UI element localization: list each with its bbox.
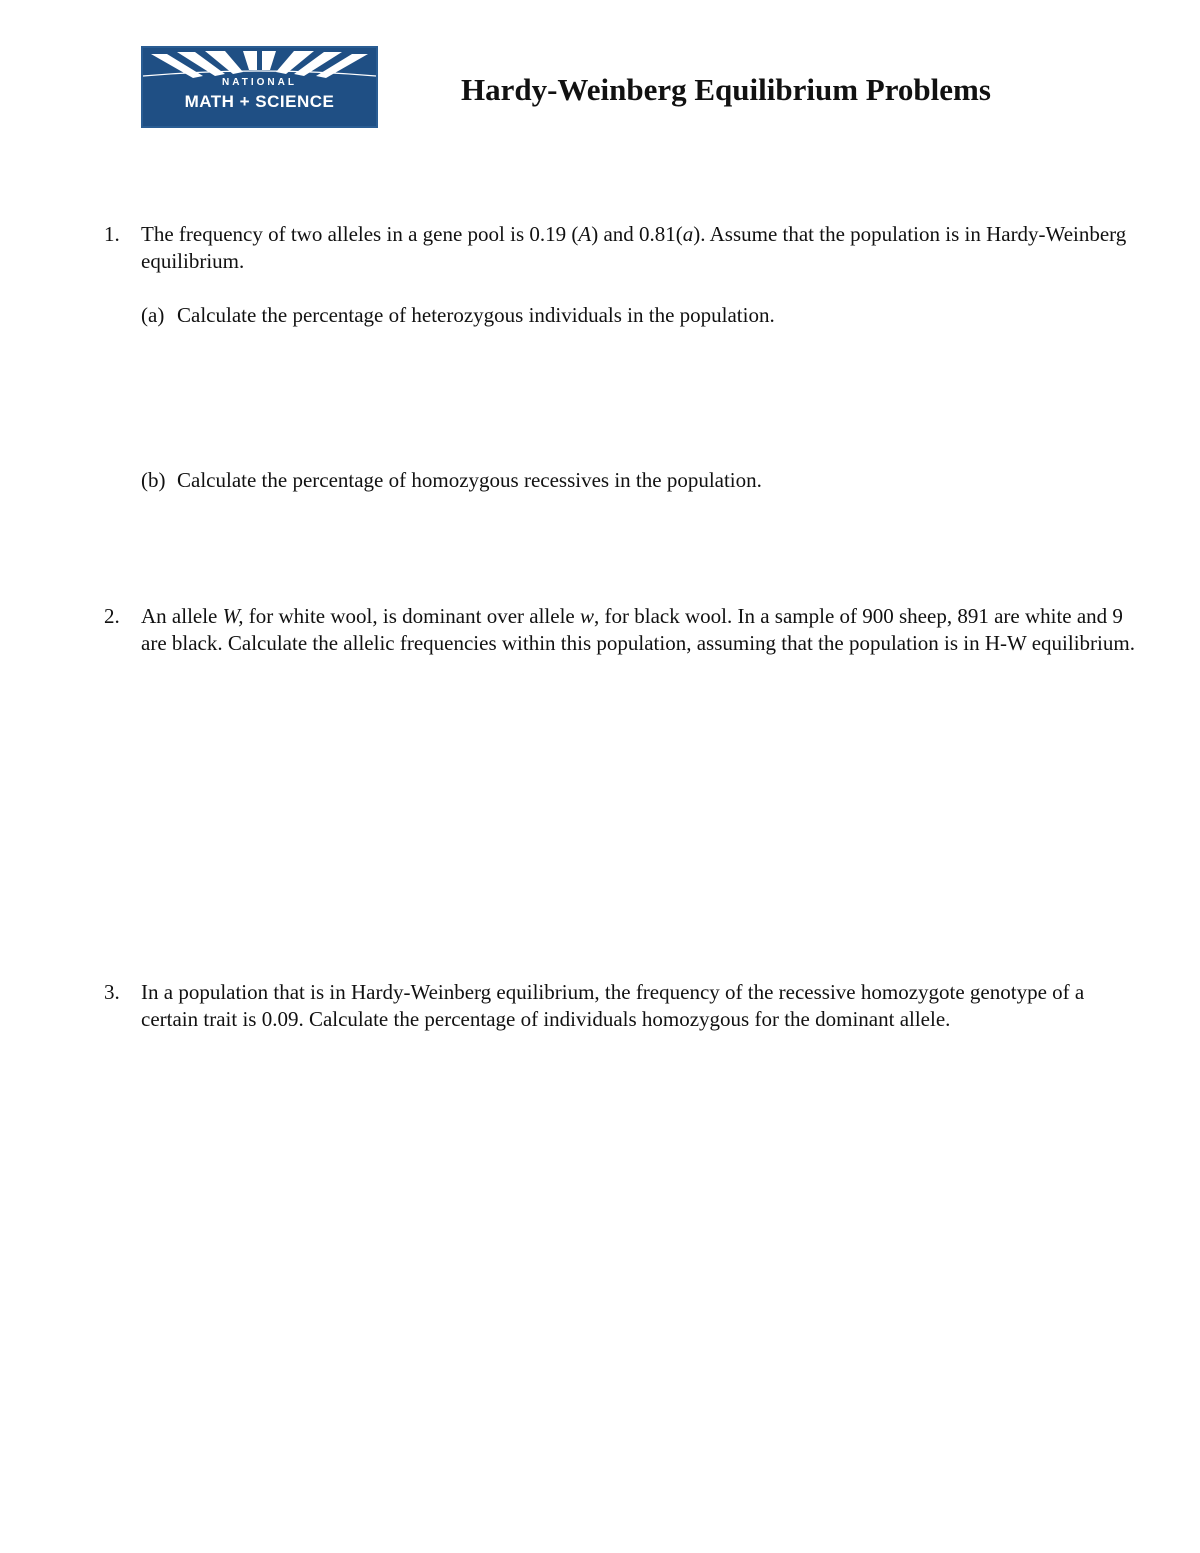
part-label: (a) bbox=[141, 303, 165, 327]
problem-1-part-b bbox=[141, 467, 1141, 494]
problem-3 bbox=[104, 979, 1144, 1033]
problem-text: An allele W, for white wool, is dominant over allele w, for black wool. In a sample of 900 sheep, 891 are white and 9 are black. Calculate the allelic frequencies within this population, assuming that the population is in H-W equilibrium. bbox=[141, 604, 1135, 655]
problem-1-part-a bbox=[141, 302, 1141, 329]
part-text: Calculate the percentage of heterozygous individuals in the population. bbox=[177, 303, 775, 327]
logo-text-national: NATIONAL bbox=[222, 77, 297, 88]
problem-1 bbox=[104, 221, 1144, 275]
problem-number: 2. bbox=[104, 604, 120, 628]
problem-text: In a population that is in Hardy-Weinberg equilibrium, the frequency of the recessive homozygote genotype of a certain trait is 0.09. Calculate the percentage of individuals homozygous for the dominant allele. bbox=[141, 980, 1085, 1031]
problem-2 bbox=[104, 603, 1144, 657]
part-label: (b) bbox=[141, 468, 166, 492]
part-text: Calculate the percentage of homozygous recessives in the population. bbox=[177, 468, 762, 492]
problem-text: The frequency of two alleles in a gene pool is 0.19 (A) and 0.81(a). Assume that the population is in Hardy-Weinberg equilibrium. bbox=[141, 222, 1127, 273]
national-math-science-logo bbox=[141, 46, 378, 128]
page-title: Hardy-Weinberg Equilibrium Problems bbox=[461, 72, 991, 107]
problem-number: 3. bbox=[104, 980, 120, 1004]
problem-number: 1. bbox=[104, 222, 120, 246]
logo-text-math-science: MATH + SCIENCE bbox=[184, 92, 335, 111]
